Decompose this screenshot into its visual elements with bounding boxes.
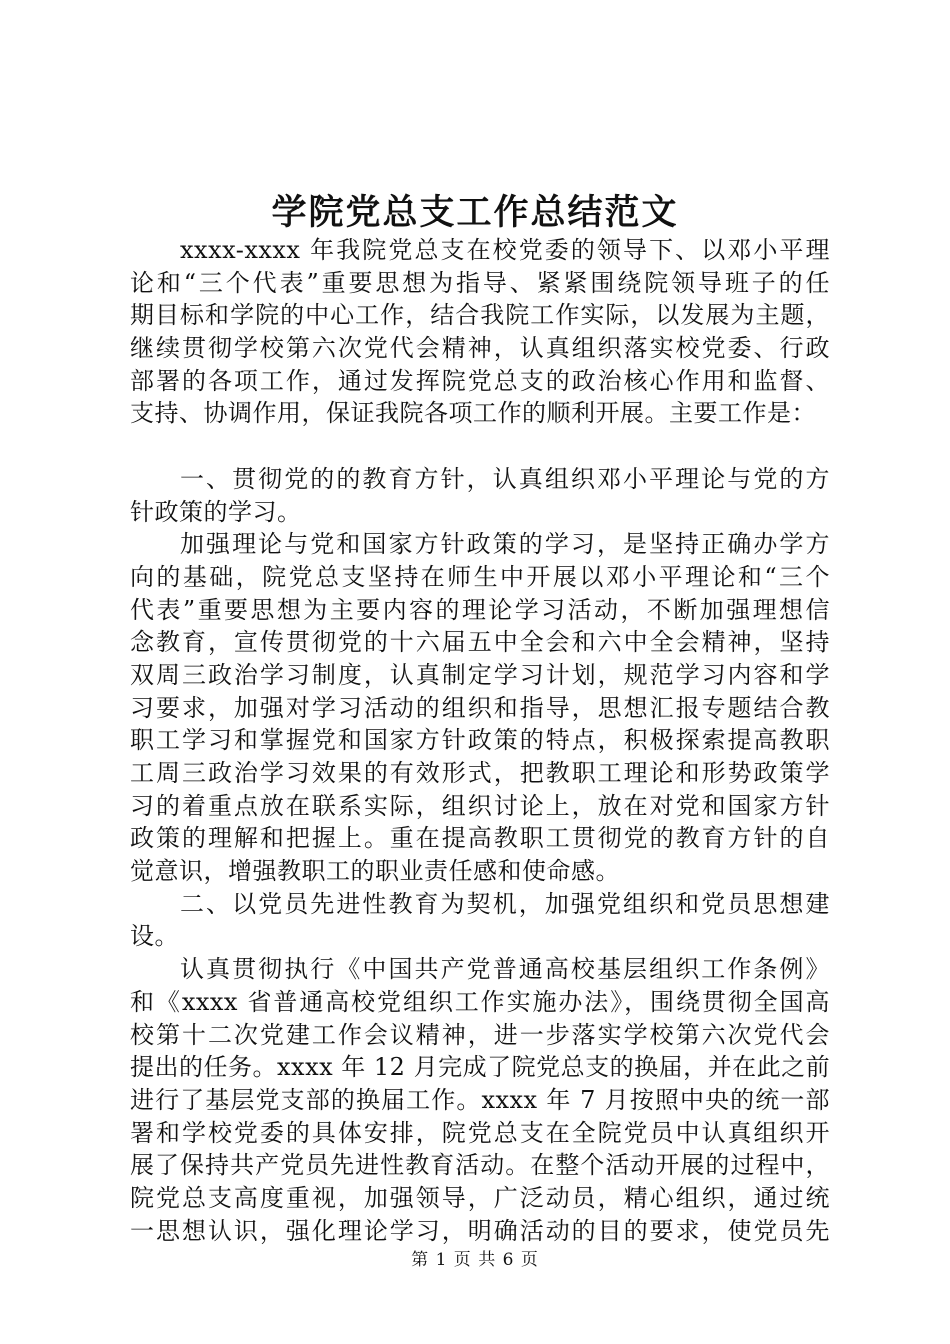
text-line: 署和学校党委的具体安排，院党总支在全院党员中认真组织开 xyxy=(130,1118,830,1147)
text-line: 念教育，宣传贯彻党的十六届五中全会和六中全会精神，坚持 xyxy=(130,628,830,657)
text-line: 支持、协调作用，保证我院各项工作的顺利开展。主要工作是： xyxy=(130,399,816,428)
text-line: 进行了基层党支部的换届工作。xxxx 年 7 月按照中央的统一部 xyxy=(130,1085,830,1114)
text-line: 代表”重要思想为主要内容的理论学习活动，不断加强理想信 xyxy=(130,595,830,624)
text-line: 二、以党员先进性教育为契机，加强党组织和党员思想建 xyxy=(180,889,830,918)
text-line: 和《xxxx 省普通高校党组织工作实施办法》，围绕贯彻全国高 xyxy=(130,987,830,1016)
text-line: 院党总支高度重视，加强领导，广泛动员，精心组织，通过统 xyxy=(130,1183,830,1212)
text-line: 提出的任务。xxxx 年 12 月完成了院党总支的换届，并在此之前 xyxy=(130,1053,831,1082)
text-line: 继续贯彻学校第六次党代会精神，认真组织落实校党委、行政 xyxy=(130,334,830,363)
text-line: 向的基础，院党总支坚持在师生中开展以邓小平理论和“三个 xyxy=(130,562,830,591)
text-line: 针政策的学习。 xyxy=(130,497,302,526)
paragraph-gap xyxy=(130,430,830,463)
text-line: 习的着重点放在联系实际，组织讨论上，放在对党和国家方针 xyxy=(130,791,830,820)
text-line: 认真贯彻执行《中国共产党普通高校基层组织工作条例》 xyxy=(180,955,830,984)
text-line: 一、贯彻党的的教育方针，认真组织邓小平理论与党的方 xyxy=(180,464,830,493)
text-line: 双周三政治学习制度，认真制定学习计划，规范学习内容和学 xyxy=(130,660,830,689)
text-line: 一思想认识，强化理论学习，明确活动的目的要求，使党员先 xyxy=(130,1216,830,1245)
text-line: 论和“三个代表”重要思想为指导、紧紧围绕院领导班子的任 xyxy=(130,268,830,297)
text-line: 设。 xyxy=(130,922,179,951)
document-body xyxy=(130,234,830,1247)
text-line: 期目标和学院的中心工作，结合我院工作实际，以发展为主题， xyxy=(130,301,830,330)
page-footer: 第 1 页 共 6 页 xyxy=(411,1250,539,1270)
text-line: 政策的理解和把握上。重在提高教职工贯彻党的教育方针的自 xyxy=(130,824,830,853)
document-title: 学院党总支工作总结范文 xyxy=(271,192,679,233)
text-line: xxxx-xxxx 年我院党总支在校党委的领导下、以邓小平理 xyxy=(180,236,830,264)
text-line: 校第十二次党建工作会议精神，进一步落实学校第六次党代会 xyxy=(130,1020,830,1049)
text-line: 展了保持共产党员先进性教育活动。在整个活动开展的过程中， xyxy=(130,1151,830,1180)
text-line: 习要求，加强对学习活动的组织和指导，思想汇报专题结合教 xyxy=(130,693,830,722)
text-line: 工周三政治学习效果的有效形式，把教职工理论和形势政策学 xyxy=(130,759,830,787)
text-line: 加强理论与党和国家方针政策的学习，是坚持正确办学方 xyxy=(180,530,830,559)
text-line: 部署的各项工作，通过发挥院党总支的政治核心作用和监督、 xyxy=(130,366,830,395)
text-line: 觉意识，增强教职工的职业责任感和使命感。 xyxy=(130,857,620,886)
text-line: 职工学习和掌握党和国家方针政策的特点，积极探索提高教职 xyxy=(130,726,830,755)
